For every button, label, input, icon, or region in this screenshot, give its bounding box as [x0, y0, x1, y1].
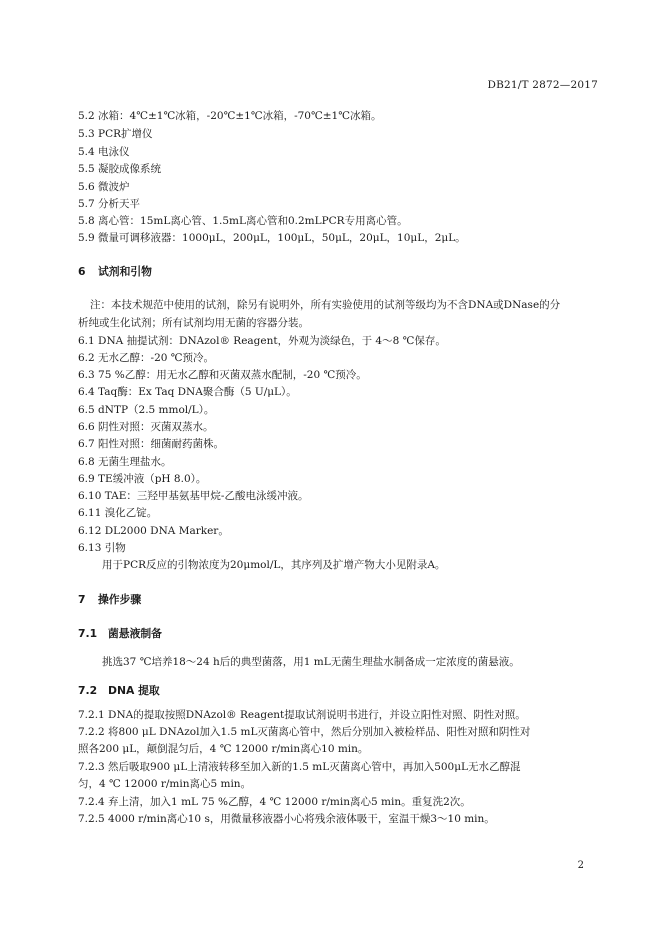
step-7-2-2-cont: 照各200 μL，颠倒混匀后，4 ℃ 12000 r/min离心10 min。	[78, 743, 369, 755]
subsection-7-1-title: 菌悬液制备	[108, 627, 162, 640]
item-5-6: 5.6 微波炉	[78, 181, 130, 193]
section-6-title: 试剂和引物	[98, 265, 152, 278]
subsection-7-1-heading	[78, 627, 162, 641]
item-6-12: 6.12 DL2000 DNA Marker。	[78, 525, 229, 537]
section-7-title: 操作步骤	[98, 593, 142, 606]
item-5-4: 5.4 电泳仪	[78, 146, 130, 158]
item-6-13: 6.13 引物	[78, 542, 126, 554]
item-5-5: 5.5 凝胶成像系统	[78, 163, 162, 175]
subsection-7-1-text: 挑选37 ℃培养18～24 h后的典型菌落，用1 mL无菌生理盐水制备成一定浓度的菌悬液。	[102, 656, 520, 668]
item-5-2: 5.2 冰箱：4℃±1℃冰箱，-20℃±1℃冰箱，-70℃±1℃冰箱。	[78, 110, 382, 122]
note-line-1: 注：本技术规范中使用的试剂，除另有说明外，所有实验使用的试剂等级均为不含DNA或DNase的分	[90, 299, 561, 311]
note-line-2: 析纯或生化试剂；所有试剂均用无菌的容器分装。	[78, 317, 309, 329]
item-6-2: 6.2 无水乙醇：-20 ℃预冷。	[78, 352, 215, 364]
section-7-number: 7	[78, 593, 86, 606]
subsection-7-2-heading	[78, 684, 160, 698]
item-6-9: 6.9 TE缓冲液（pH 8.0）。	[78, 473, 207, 485]
item-6-11: 6.11 溴化乙锭。	[78, 507, 158, 519]
subsection-7-1-number: 7.1	[78, 627, 98, 640]
item-6-4: 6.4 Taq酶：Ex Taq DNA聚合酶（5 U/μL）。	[78, 386, 297, 398]
step-7-2-5: 7.2.5 4000 r/min离心10 s，用微量移液器小心将残余液体吸干，室温干燥3～10 min。	[78, 813, 495, 825]
item-6-8: 6.8 无菌生理盐水。	[78, 456, 172, 468]
step-7-2-3-cont: 匀，4 ℃ 12000 r/min离心5 min。	[78, 778, 252, 790]
item-6-1: 6.1 DNA 抽提试剂：DNAzol® Reagent，外观为淡绿色，于 4～8 ℃保存。	[78, 335, 446, 347]
item-5-3: 5.3 PCR扩增仪	[78, 128, 153, 140]
subsection-7-2-title: DNA 提取	[108, 684, 160, 697]
step-7-2-4: 7.2.4 弃上清，加入1 mL 75 %乙醇，4 ℃ 12000 r/min离心5 min。重复洗2次。	[78, 796, 471, 808]
item-6-3: 6.3 75 %乙醇：用无水乙醇和灭菌双蒸水配制，-20 ℃预冷。	[78, 369, 367, 381]
item-5-9: 5.9 微量可调移液器：1000μL，200μL，100μL，50μL，20μL，10μL，2μL。	[78, 232, 466, 244]
step-7-2-2: 7.2.2 将800 μL DNAzol加入1.5 mL灭菌离心管中，然后分别加入被检样品、阳性对照和阴性对	[78, 726, 531, 738]
item-6-5: 6.5 dNTP（2.5 mmol/L）。	[78, 404, 215, 416]
document-id: DB21/T 2872—2017	[487, 79, 598, 91]
primer-text: 用于PCR反应的引物浓度为20μmol/L，其序列及扩增产物大小见附录A。	[102, 559, 446, 571]
item-5-8: 5.8 离心管：15mL离心管、1.5mL离心管和0.2mLPCR专用离心管。	[78, 215, 408, 227]
step-7-2-1: 7.2.1 DNA的提取按照DNAzol® Reagent提取试剂说明书进行，并设立阳性对照、阴性对照。	[78, 709, 526, 721]
item-6-7: 6.7 阳性对照：细菌耐药菌株。	[78, 438, 225, 450]
item-5-7: 5.7 分析天平	[78, 198, 141, 210]
item-6-6: 6.6 阴性对照：灭菌双蒸水。	[78, 421, 214, 433]
step-7-2-3: 7.2.3 然后吸取900 μL上清液转移至加入新的1.5 mL灭菌离心管中，再加入500μL无水乙醇混	[78, 761, 521, 773]
subsection-7-2-number: 7.2	[78, 684, 98, 697]
section-6-number: 6	[78, 265, 86, 278]
page-number: 2	[577, 860, 584, 871]
item-6-10: 6.10 TAE：三羟甲基氨基甲烷-乙酸电泳缓冲液。	[78, 490, 309, 502]
section-7-heading	[78, 593, 141, 607]
section-6-heading	[78, 265, 152, 279]
